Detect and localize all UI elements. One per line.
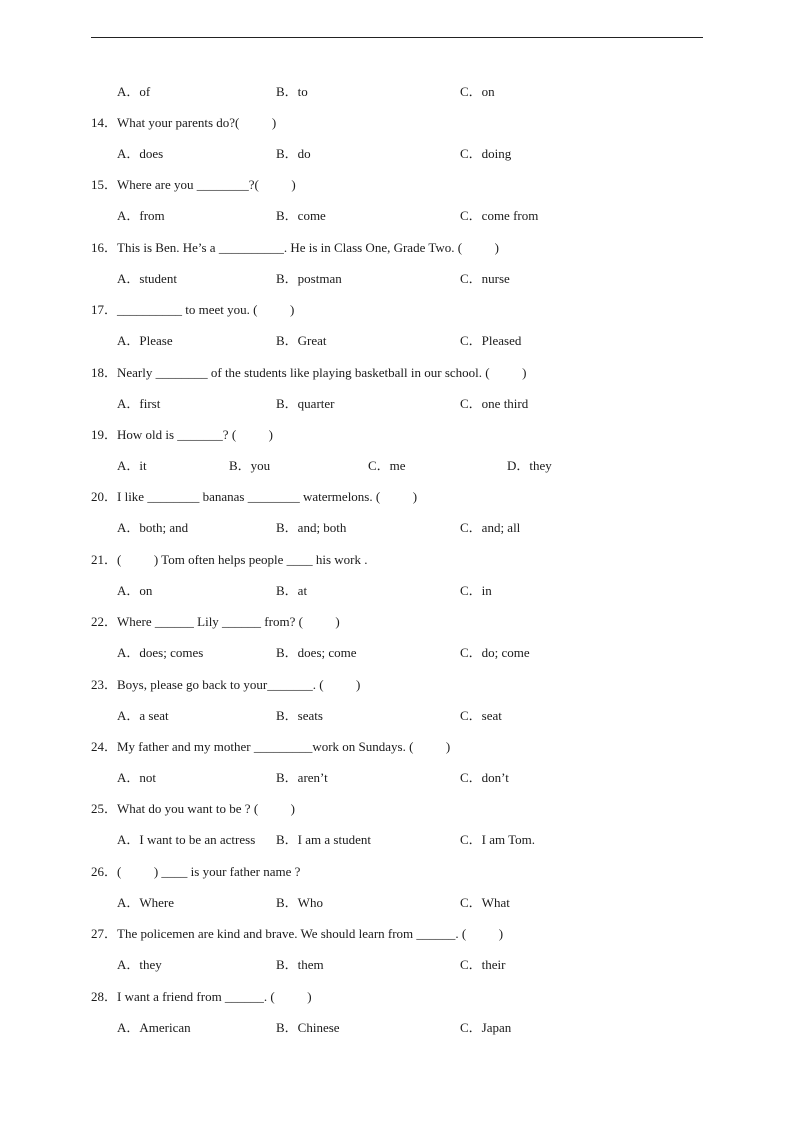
question-stem: 25．What do you want to be ? ( )	[91, 801, 295, 816]
question-stem: 27．The policemen are kind and brave. We should learn from ______. ( )	[91, 926, 504, 941]
option-c: C．doing	[460, 146, 512, 161]
option-c: C．Japan	[460, 1020, 512, 1035]
option-c: C．Pleased	[460, 333, 522, 348]
option-a: A．from	[117, 208, 165, 223]
question-stem: 22．Where ______ Lily ______ from? ( )	[91, 614, 340, 629]
option-c: C．I am Tom.	[460, 832, 536, 847]
option-a: A．a seat	[117, 708, 169, 723]
question-stem: 18．Nearly ________ of the students like playing basketball in our school. ( )	[91, 365, 527, 380]
question-stem: 26．( ) ____ is your father name ?	[91, 864, 301, 879]
option-c: C．nurse	[460, 271, 510, 286]
option-b: B．Chinese	[276, 1020, 340, 1035]
question-stem: 21．( ) Tom often helps people ____ his work .	[91, 552, 368, 567]
question-stem: 14．What your parents do?( )	[91, 115, 277, 130]
option-c: C．What	[460, 895, 510, 910]
option-b: B．postman	[276, 271, 342, 286]
option-b: B．Great	[276, 333, 327, 348]
question-stem: 23．Boys, please go back to your_______. ( )	[91, 677, 361, 692]
option-a: A．not	[117, 770, 157, 785]
option-a: A．Please	[117, 333, 173, 348]
option-b: B．them	[276, 957, 324, 972]
option-b: B．does; come	[276, 645, 357, 660]
option-b: B．and; both	[276, 520, 347, 535]
option-a: A．does; comes	[117, 645, 204, 660]
option-d: D．they	[507, 458, 552, 473]
option-a: A．American	[117, 1020, 191, 1035]
option-c: C．in	[460, 583, 492, 598]
option-c: C．and; all	[460, 520, 521, 535]
option-b: B．come	[276, 208, 326, 223]
option-c: C．do; come	[460, 645, 530, 660]
option-b: B．aren’t	[276, 770, 328, 785]
option-a: A．it	[117, 458, 147, 473]
option-c: C．seat	[460, 708, 502, 723]
option-a: A．on	[117, 583, 153, 598]
option-b: B．quarter	[276, 396, 335, 411]
question-stem: 16．This is Ben. He’s a __________. He is in Class One, Grade Two. ( )	[91, 240, 499, 255]
option-b: B．do	[276, 146, 311, 161]
question-stem: 28．I want a friend from ______. ( )	[91, 989, 312, 1004]
option-a: A．I want to be an actress	[117, 832, 256, 847]
option-a: A．student	[117, 271, 177, 286]
option-b: B．seats	[276, 708, 323, 723]
option-b: B．at	[276, 583, 308, 598]
option-a: A．does	[117, 146, 164, 161]
option-c: C．me	[368, 458, 406, 473]
option-c: C．come from	[460, 208, 539, 223]
option-a: A．of	[117, 84, 151, 99]
option-c: C．their	[460, 957, 506, 972]
option-c: C．on	[460, 84, 495, 99]
question-stem: 20．I like ________ bananas ________ watermelons. ( )	[91, 489, 418, 504]
option-a: A．they	[117, 957, 162, 972]
question-stem: 15．Where are you ________?( )	[91, 177, 296, 192]
option-b: B．Who	[276, 895, 323, 910]
option-b: B．to	[276, 84, 308, 99]
option-c: C．one third	[460, 396, 529, 411]
question-stem: 17．__________ to meet you. ( )	[91, 302, 295, 317]
option-a: A．first	[117, 396, 161, 411]
question-stem: 24．My father and my mother _________work on Sundays. ( )	[91, 739, 451, 754]
option-b: B．you	[229, 458, 271, 473]
option-b: B．I am a student	[276, 832, 371, 847]
option-a: A．both; and	[117, 520, 189, 535]
header-rule	[91, 37, 703, 38]
option-c: C．don’t	[460, 770, 509, 785]
option-a: A．Where	[117, 895, 175, 910]
question-stem: 19．How old is _______? ( )	[91, 427, 273, 442]
